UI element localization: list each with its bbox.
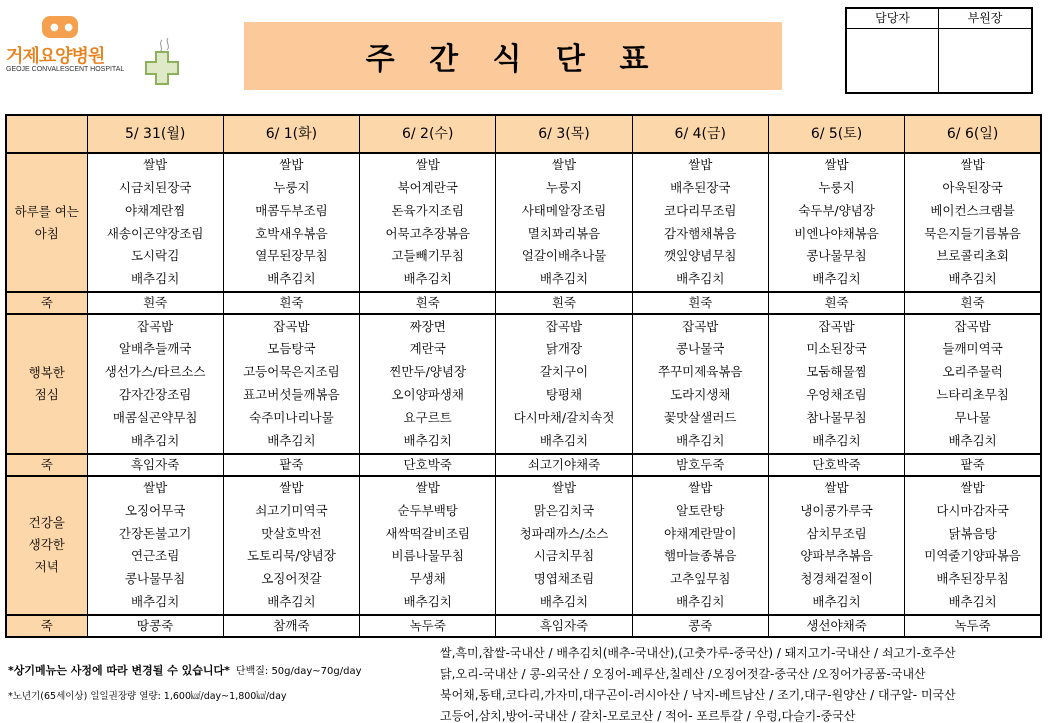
dinner-menu-cell [768, 476, 904, 615]
porridge-cell: 흑임자죽 [87, 454, 223, 476]
menu-item: 새송이곤약장조림 [106, 225, 204, 241]
breakfast-menu-cell [768, 153, 904, 292]
menu-item: 누룽지 [818, 180, 855, 196]
menu-item: 배추김치 [948, 432, 997, 448]
menu-item: 청파래까스/소스 [519, 525, 609, 541]
menu-item: 닭개장 [545, 341, 583, 357]
dinner-porridge-row [6, 615, 1041, 637]
porridge-cell: 단호박죽 [768, 454, 904, 476]
menu-item: 배추김치 [812, 593, 861, 609]
menu-item: 무생채 [409, 571, 446, 587]
menu-item: 미소된장국 [806, 341, 867, 357]
menu-item: 잡곡밥 [273, 318, 310, 334]
hospital-name: 거제요양병원 [6, 46, 105, 67]
protein-info: 단백질: 50g/day~70g/day [235, 666, 362, 677]
menu-item: 콩나물국 [676, 341, 725, 357]
breakfast-porridge-row [6, 292, 1041, 314]
menu-item: 비엔나야채볶음 [794, 225, 879, 241]
porridge-cell: 생선야채죽 [768, 615, 904, 637]
menu-item: 쌀밥 [279, 157, 304, 173]
menu-item: 느타리초무침 [936, 386, 1009, 402]
menu-item: 닭볶음탕 [948, 525, 997, 541]
menu-item: 표고버섯들깨볶음 [243, 386, 340, 402]
day-header: 5/ 31(월) [87, 115, 223, 153]
breakfast-menu-cell [223, 153, 359, 292]
menu-item: 오징어젓갈 [261, 571, 322, 587]
porridge-cell: 흰죽 [632, 292, 768, 314]
dinner-menu-cell [360, 476, 496, 615]
menu-item: 매콤실곤약무침 [112, 409, 198, 425]
menu-item: 배추김치 [130, 271, 180, 287]
menu-item: 배추김치 [948, 271, 997, 287]
menu-item: 잡곡밥 [954, 318, 991, 334]
menu-item: 모듬탕국 [267, 341, 316, 357]
porridge-cell: 콩죽 [632, 615, 768, 637]
porridge-label: 죽 [6, 615, 87, 637]
menu-item: 알토란탕 [676, 502, 725, 518]
menu-item: 배추김치 [676, 593, 725, 609]
menu-item: 생선가스/타르소스 [104, 364, 206, 380]
menu-item: 배추김치 [539, 593, 589, 609]
porridge-cell: 흰죽 [87, 292, 223, 314]
lunch-menu-cell [360, 314, 496, 453]
dinner-label: 건강을 생각한 저녁 [6, 476, 87, 615]
menu-item: 도시락김 [130, 248, 180, 264]
origin-line: 고등어,삼치,방어-국내산 / 갈치-모로코산 / 적어- 포르투갈 / 우렁,다슬기-중국산 [440, 709, 856, 723]
menu-item: 감자간장조림 [118, 386, 192, 402]
menu-item: 배추김치 [812, 432, 861, 448]
menu-item: 맛살호박전 [261, 525, 322, 541]
approval-label-vice-director: 부원장 [939, 9, 1031, 29]
lunch-menu-cell [496, 314, 632, 453]
menu-item: 잡곡밥 [137, 318, 174, 334]
porridge-cell: 밤호두죽 [632, 454, 768, 476]
menu-item: 간장돈불고기 [118, 525, 192, 541]
menu-item: 쌀밥 [688, 479, 713, 495]
menu-item: 열무된장무침 [255, 248, 328, 264]
origin-line: 북어채,동태,코다리,가자미,대구곤이-러시아산 / 낙지-베트남산 / 조기,대구-원양산 / 대구알- 미국산 [440, 688, 956, 702]
menu-item: 갈치구이 [539, 364, 589, 380]
breakfast-label: 하루를 여는 아침 [6, 153, 87, 292]
porridge-cell: 흰죽 [496, 292, 632, 314]
menu-item: 쌀밥 [415, 157, 440, 173]
porridge-cell: 흰죽 [905, 292, 1041, 314]
menu-item: 콩나물무침 [124, 571, 186, 587]
menu-item: 묵은지들기름볶음 [924, 225, 1021, 241]
menu-item: 배추김치 [403, 593, 452, 609]
breakfast-menu-cell [632, 153, 768, 292]
menu-item: 고들빼기무침 [391, 248, 464, 264]
porridge-cell: 흑임자죽 [496, 615, 632, 637]
porridge-cell: 팥죽 [905, 454, 1041, 476]
origin-line: 닭,오리-국내산 / 콩-외국산 / 오징어-페루산,칠레산 /오징어젓갈-중국산 /오징어가공품-국내산 [440, 667, 926, 681]
hospital-eng-name: GEOJE CONVALESCENT HOSPITAL [6, 66, 125, 73]
dinner-menu-cell [87, 476, 223, 615]
menu-item: 미역줄기양파볶음 [924, 548, 1021, 564]
menu-item: 꽃맛살샐러드 [664, 409, 737, 425]
menu-item: 배추김치 [267, 593, 316, 609]
menu-item: 배추김치 [130, 432, 180, 448]
breakfast-row [6, 153, 1041, 292]
menu-item: 도라지생채 [670, 386, 731, 402]
menu-item: 깻잎양념무침 [664, 248, 737, 264]
menu-item: 햄마늘종볶음 [664, 548, 737, 564]
menu-item: 고등어묵은지조림 [243, 364, 340, 380]
lunch-menu-cell [87, 314, 223, 453]
menu-item: 쌀밥 [143, 157, 168, 173]
menu-item: 쌀밥 [688, 157, 713, 173]
weekly-menu-table [5, 114, 1042, 638]
dinner-menu-cell [632, 476, 768, 615]
menu-item: 요구르트 [403, 409, 452, 425]
menu-item: 쭈꾸미제육볶음 [658, 364, 743, 380]
menu-item: 시금치된장국 [118, 180, 192, 196]
porridge-cell: 팥죽 [223, 454, 359, 476]
approval-box [845, 7, 1033, 94]
menu-item: 청경채겉절이 [800, 571, 873, 587]
menu-item: 야채계란찜 [124, 202, 186, 218]
menu-item: 모둠해물찜 [806, 364, 867, 380]
dinner-menu-cell [223, 476, 359, 615]
menu-item: 오징어무국 [124, 502, 186, 518]
menu-item: 어묵고추장볶음 [385, 225, 470, 241]
menu-item: 맑은김치국 [533, 502, 595, 518]
menu-item: 콩나물무침 [806, 248, 867, 264]
menu-item: 매콤두부조림 [255, 202, 328, 218]
lunch-menu-cell [905, 314, 1041, 453]
porridge-label: 죽 [6, 292, 87, 314]
menu-item: 비름나물무침 [391, 548, 464, 564]
menu-item: 돈육가지조림 [391, 202, 464, 218]
breakfast-menu-cell [496, 153, 632, 292]
menu-item: 쌀밥 [551, 157, 577, 173]
menu-item: 고추잎무침 [670, 571, 731, 587]
menu-item: 우엉채조림 [806, 386, 867, 402]
porridge-cell: 흰죽 [768, 292, 904, 314]
menu-item: 계란국 [409, 341, 446, 357]
menu-item: 북어계란국 [397, 180, 458, 196]
medical-cross-icon [142, 38, 184, 86]
menu-item: 쌀밥 [143, 479, 168, 495]
dinner-row [6, 476, 1041, 615]
menu-item: 배추김치 [403, 432, 452, 448]
porridge-label: 죽 [6, 454, 87, 476]
menu-item: 배추김치 [539, 271, 589, 287]
menu-item: 코다리무조림 [664, 202, 737, 218]
porridge-cell: 땅콩죽 [87, 615, 223, 637]
menu-item: 쌀밥 [960, 479, 985, 495]
hospital-logo: ● ● 거제요양병원 GEOJE CONVALESCENT HOSPITAL [2, 12, 192, 82]
menu-item: 쌀밥 [824, 479, 849, 495]
menu-item: 배추김치 [676, 432, 725, 448]
lunch-menu-cell [768, 314, 904, 453]
porridge-cell: 참깨죽 [223, 615, 359, 637]
day-header: 6/ 4(금) [632, 115, 768, 153]
menu-item: 브로콜리초회 [936, 248, 1009, 264]
corner-cell [6, 115, 87, 153]
menu-item: 잡곡밥 [682, 318, 719, 334]
porridge-cell: 쇠고기야채죽 [496, 454, 632, 476]
menu-change-notice [8, 662, 362, 678]
approval-sign-manager[interactable] [847, 29, 939, 92]
day-header: 6/ 3(목) [496, 115, 632, 153]
approval-sign-vice-director[interactable] [939, 29, 1031, 92]
menu-item: 숙두부/양념장 [798, 202, 875, 218]
menu-item: 다시마감자국 [936, 502, 1009, 518]
menu-item: 쌀밥 [824, 157, 849, 173]
lunch-row [6, 314, 1041, 453]
menu-item: 야채계란말이 [664, 525, 737, 541]
menu-item: 짜장면 [409, 318, 446, 334]
menu-item: 잡곡밥 [545, 318, 583, 334]
menu-item: 잡곡밥 [818, 318, 855, 334]
menu-item: 누룽지 [273, 180, 310, 196]
origin-info [440, 643, 1040, 723]
porridge-cell: 흰죽 [223, 292, 359, 314]
porridge-cell: 단호박죽 [360, 454, 496, 476]
page-title [244, 22, 782, 90]
menu-item: 연근조림 [130, 548, 180, 564]
breakfast-menu-cell [87, 153, 223, 292]
porridge-cell: 흰죽 [360, 292, 496, 314]
porridge-cell: 녹두죽 [905, 615, 1041, 637]
lunch-porridge-row [6, 454, 1041, 476]
breakfast-menu-cell [905, 153, 1041, 292]
menu-item: 오리주물럭 [942, 364, 1003, 380]
menu-item: 쌀밥 [551, 479, 577, 495]
day-header: 6/ 2(수) [360, 115, 496, 153]
menu-item: 아욱된장국 [942, 180, 1003, 196]
menu-item: 양파부추볶음 [800, 548, 873, 564]
menu-item: 배추김치 [130, 593, 180, 609]
day-header-row [6, 115, 1041, 153]
menu-item: 도토리묵/양념장 [247, 548, 336, 564]
menu-item: 멸치꽈리볶음 [527, 225, 601, 241]
menu-item: 배추김치 [267, 432, 316, 448]
breakfast-menu-cell [360, 153, 496, 292]
dinner-menu-cell [905, 476, 1041, 615]
menu-item: 배추된장무침 [936, 571, 1009, 587]
lunch-menu-cell [223, 314, 359, 453]
menu-item: 삼치무조림 [806, 525, 867, 541]
menu-item: 쌀밥 [415, 479, 440, 495]
menu-item: 배추김치 [267, 271, 316, 287]
menu-item: 사태메알장조림 [521, 202, 607, 218]
menu-item: 들깨미역국 [942, 341, 1003, 357]
menu-item: 참나물무침 [806, 409, 867, 425]
menu-item: 베이컨스크램블 [930, 202, 1015, 218]
menu-item: 배추된장국 [670, 180, 731, 196]
menu-item: 감자햄채볶음 [664, 225, 737, 241]
menu-item: 배추김치 [403, 271, 452, 287]
menu-item: 쇠고기미역국 [255, 502, 328, 518]
lunch-label: 행복한 점심 [6, 314, 87, 453]
menu-item: 알배추들깨국 [118, 341, 192, 357]
origin-line: 쌀,흑미,찹쌀-국내산 / 배추김치(배추-국내산),(고춧가루-중국산) / 돼지고기-국내산 / 쇠고기-호주산 [440, 646, 956, 660]
menu-item: 다시마채/갈치속젓 [513, 409, 615, 425]
approval-label-manager: 담당자 [847, 9, 939, 29]
menu-item: 배추김치 [539, 432, 589, 448]
dinner-menu-cell [496, 476, 632, 615]
lunch-menu-cell [632, 314, 768, 453]
menu-item: 쌀밥 [960, 157, 985, 173]
menu-item: 배추김치 [948, 593, 997, 609]
menu-item: 순두부백탕 [397, 502, 458, 518]
menu-item: 배추김치 [676, 271, 725, 287]
menu-item: 오이양파생채 [391, 386, 464, 402]
menu-item: 얼갈이배추나물 [521, 248, 607, 264]
calorie-info: *노년기(65세이상) 일일권장량 열량: 1,600㎉/day~1,800㎉/day [8, 691, 287, 702]
menu-item: 숙주미나리나물 [249, 409, 334, 425]
day-header: 6/ 6(일) [905, 115, 1041, 153]
menu-item: 쌀밥 [279, 479, 304, 495]
porridge-cell: 녹두죽 [360, 615, 496, 637]
menu-item: 찐만두/양념장 [389, 364, 467, 380]
menu-change-text: *상기메뉴는 사정에 따라 변경될 수 있습니다* [8, 664, 230, 677]
menu-item: 무나물 [954, 409, 991, 425]
menu-item: 호박새우볶음 [255, 225, 328, 241]
menu-item: 탕평채 [545, 386, 583, 402]
day-header: 6/ 1(화) [223, 115, 359, 153]
day-header: 6/ 5(토) [768, 115, 904, 153]
menu-item: 새싹떡갈비조림 [385, 525, 470, 541]
menu-item: 누룽지 [545, 180, 583, 196]
menu-item: 명엽채조림 [533, 571, 595, 587]
page-title-text: 주 간 식 단 표 [365, 42, 661, 77]
menu-item: 냉이콩가루국 [800, 502, 873, 518]
menu-item: 시금치무침 [533, 548, 595, 564]
menu-item: 배추김치 [812, 271, 861, 287]
